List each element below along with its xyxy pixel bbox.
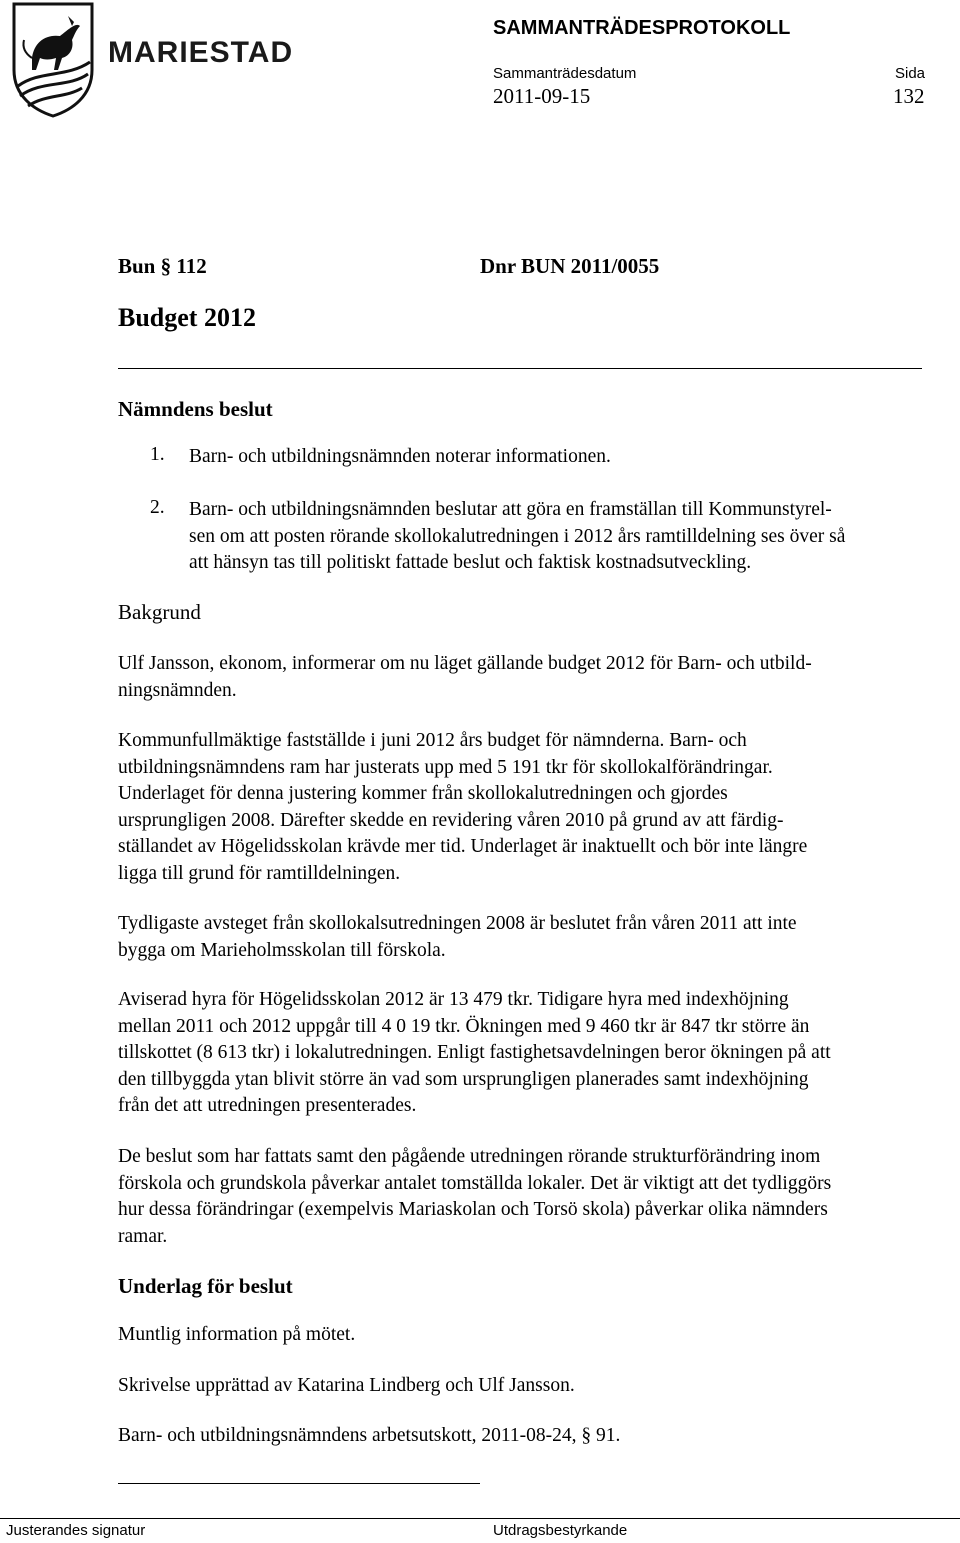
text-line: att hänsyn tas till politiskt fattade beslut och faktisk kostnadsutveckling. [189,552,752,573]
background-paragraph [118,728,918,887]
mariestad-crest-logo [10,0,96,118]
text-line: ningsnämnden. [118,679,237,701]
text-line: De beslut som har fattats samt den pågående utredningen rörande strukturförändring inom [118,1146,821,1167]
text-line: Ulf Jansson, ekonom, informerar om nu läget gällande budget 2012 för Barn- och utbild- [118,653,812,674]
text-line: mellan 2011 och 2012 uppgår till 4 0 19 tkr. Ökningen med 9 460 tkr är 847 tkr större än [118,1015,810,1037]
meeting-date-value: 2011-09-15 [493,84,591,108]
meeting-date-label: Sammanträdesdatum [493,65,637,82]
background-paragraph [118,1144,918,1250]
decision-item [189,444,611,471]
text-line: sen om att posten rörande skollokalutredningen i 2012 års ramtilldelning ses över så [189,525,846,547]
case-title: Budget 2012 [118,303,256,332]
background-paragraph [118,651,918,704]
background-paragraph [118,911,918,964]
basis-item: Barn- och utbildningsnämndens arbetsutskott, 2011-08-24, § 91. [118,1425,621,1446]
signature-line [118,1483,480,1484]
signature-label: Justerandes signatur [6,1522,146,1539]
page-label: Sida [895,65,926,82]
text-line: ligga till grund för ramtilldelningen. [118,862,401,884]
background-heading: Bakgrund [118,600,201,624]
protocol-title: SAMMANTRÄDESPROTOKOLL [493,17,791,39]
footer-divider [0,1518,960,1519]
background-paragraph [118,987,918,1120]
decision-item [189,497,959,577]
text-line: från det att utredningen presenterades. [118,1095,417,1116]
text-line: utbildningsnämndens ram har justerats upp med 5 191 tkr för skollokalförändringar. [118,756,773,778]
extract-certification-label: Utdragsbestyrkande [493,1522,628,1539]
text-line: Aviserad hyra för Högelidsskolan 2012 är 13 479 tkr. Tidigare hyra med indexhöjning [118,989,789,1010]
decision-item-number: 1. [150,444,165,465]
text-line: Barn- och utbildningsnämnden noterar informationen. [189,446,611,467]
text-line: Underlaget för denna justering kommer från skollokalutredningen och gjordes [118,783,728,804]
text-line: förskola och grundskola påverkar antalet tomställda lokaler. Det är viktigt att det tydliggörs [118,1172,832,1194]
basis-item: Muntlig information på mötet. [118,1324,356,1345]
decision-heading: Nämndens beslut [118,397,273,421]
text-line: Tydligaste avsteget från skollokalsutredningen 2008 är beslutet från våren 2011 att inte [118,913,797,934]
basis-item: Skrivelse upprättad av Katarina Lindberg och Ulf Jansson. [118,1375,575,1396]
case-number: Bun § 112 [118,254,207,278]
decision-item-number: 2. [150,497,165,518]
page-number: 132 [893,84,925,108]
text-line: ställandet av Högelidsskolan krävde mer tid. Underlaget är inaktuellt och bör inte längre [118,836,808,857]
text-line: den tillbyggda ytan blivit större än vad som ursprungligen planerades samt indexhöjning [118,1068,809,1090]
text-line: ramar. [118,1225,168,1247]
diary-number: Dnr BUN 2011/0055 [480,254,660,278]
text-line: Barn- och utbildningsnämnden beslutar att göra en framställan till Kommunstyrel- [189,499,832,520]
text-line: ursprungligen 2008. Därefter skedde en revidering våren 2010 på grund av att färdig- [118,809,784,831]
title-divider [118,368,922,369]
basis-heading: Underlag för beslut [118,1274,293,1298]
logo-wordmark: MARIESTAD [108,36,294,69]
text-line: tillskottet (8 613 tkr) i lokalutredningen. Enligt fastighetsavdelningen beror ökningen på att [118,1042,831,1063]
text-line: hur dessa förändringar (exempelvis Mariaskolan och Torsö skola) påverkar olika nämnders [118,1199,828,1220]
text-line: bygga om Marieholmsskolan till förskola. [118,939,446,961]
text-line: Kommunfullmäktige fastställde i juni 2012 års budget för nämnderna. Barn- och [118,730,747,751]
